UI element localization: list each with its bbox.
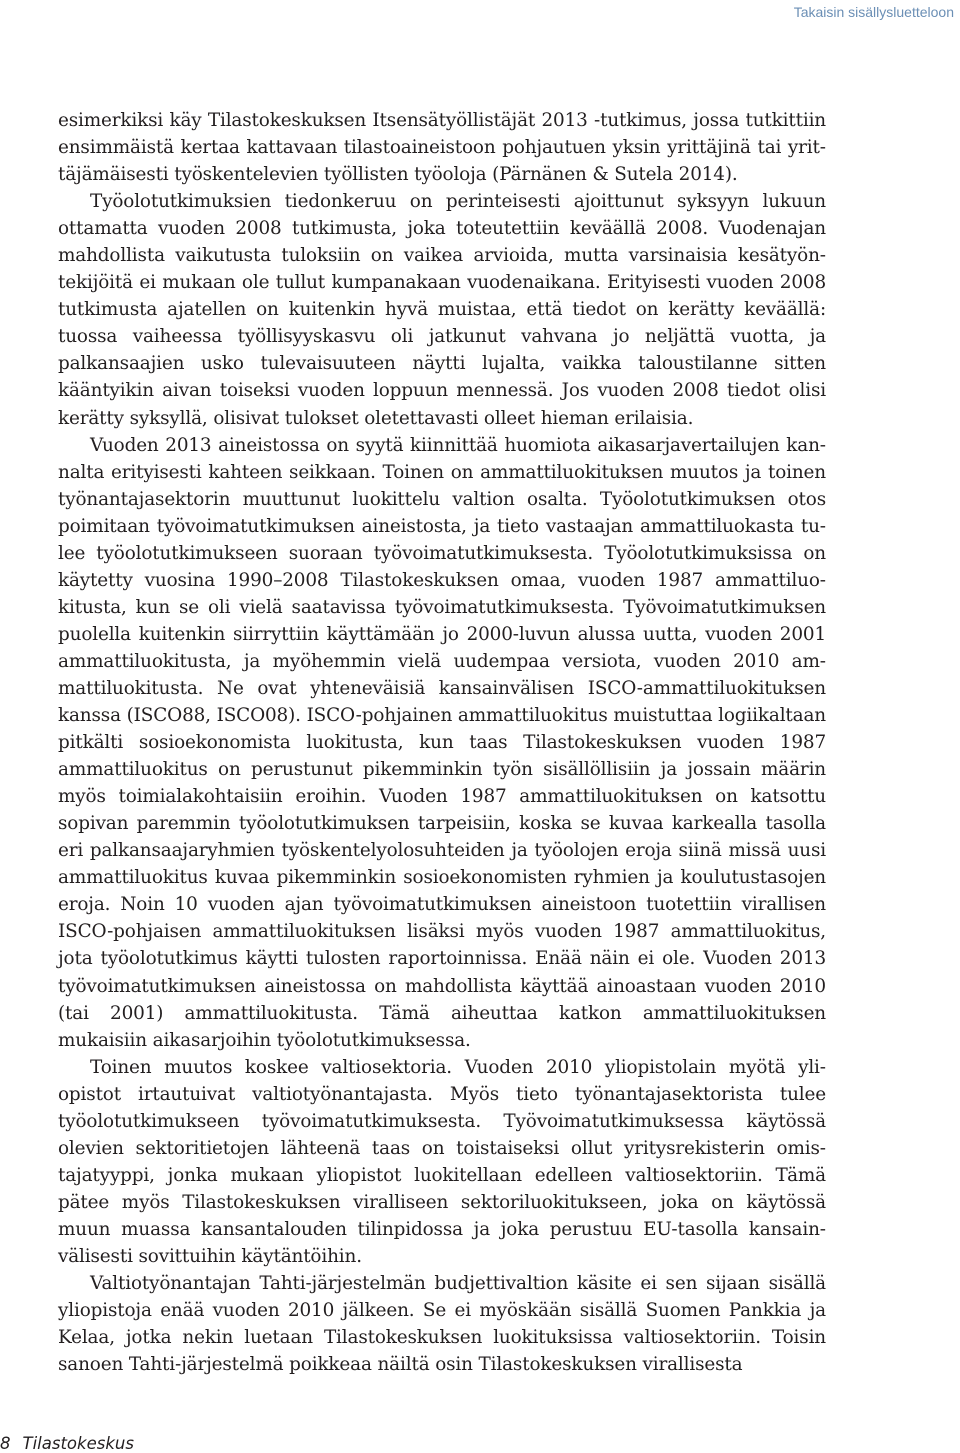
back-to-toc-link[interactable]: Takaisin sisällysluetteloon (793, 4, 954, 20)
paragraph-1: esimerkiksi käy Tilastokeskuksen Itsensätyöllistäjät 2013 -tutkimus, jossa tutkittiin ensimmäistä kertaa kattavaan tilastoaineistoon pohjautuen yksin yrittäjinä tai yrittäjämäisesti työskentelevien työllisten työoloja (Pärnänen & Sutela 2014). (58, 110, 826, 186)
paragraph-3: Vuoden 2013 aineistossa on syytä kiinnittää huomiota aikasarjavertailujen kannalta erityisesti kahteen seikkaan. Toinen on ammattiluokituksen muutos ja toinen työnantajasektorin muuttunut luokittelu valtion osalta. Työolotutkimuksen otos poimitaan työvoimatutkimuksen aineistosta, ja tieto vastaajan ammattiluokasta tulee työolotutkimukseen suoraan työvoimatutkimuksesta. Työolotutkimuksissa on käytetty vuosina 1990–2008 Tilastokeskuksen omaa, vuoden 1987 ammattiluokitusta, kun se oli vielä saatavissa työvoimatutkimuksesta. Työvoimatutkimuksen puolella kuitenkin siirryttiin käyttämään jo 2000-luvun alussa uutta, vuoden 2001 ammattiluokitusta, ja myöhemmin vielä uudempaa versiota, vuoden 2010 ammattiluokitusta. Ne ovat yhteneväisiä kansainvälisen ISCO-ammattiluokituksen kanssa (ISCO88, ISCO08). ISCO-pohjainen ammattiluokitus muistuttaa logiikaltaan pitkälti sosioekonomista luokitusta, kun taas Tilastokeskuksen vuoden 1987 ammattiluokitus on perustunut pikemminkin työn sisällöllisiin ja jossain määrin myös toimialakohtaisiin eroihin. Vuoden 1987 ammattiluokituksen on katsottu sopivan paremmin työolotutkimuksen tarpeisiin, koska se kuvaa karkealla tasolla eri palkansaajaryhmien työskentelyolosuhteiden ja työolojen eroja siinä missä uusi ammattiluokitus kuvaa pikemminkin sosioekonomisten ryhmien ja koulutustasojen eroja. Noin 10 vuoden ajan työvoimatutkimuksen aineistoon tuotettiin virallisen ISCO-pohjaisen ammattiluokituksen lisäksi myös vuoden 1987 ammattiluokitus, jota työolotutkimus käytti tulosten raportoinnissa. Enää näin ei ole. Vuoden 2013 työvoimatutkimuksen aineistossa on mahdollista käyttää ainoastaan vuoden 2010 (tai 2001) ammattiluokitusta. Tämä aiheuttaa katkon ammattiluokituksen mukaisiin aikasarjoihin työolotutkimuksessa. (58, 434, 826, 1051)
paragraph-4: Toinen muutos koskee valtiosektoria. Vuoden 2010 yliopistolain myötä yliopistot irtautuivat valtiotyönantajasta. Myös tieto työnantajasektorista tulee työolotutkimukseen työvoimatutkimuksesta. Työvoimatutkimuksessa käytössä olevien sektoritietojen lähteenä taas on toistaiseksi ollut yritysrekisterin omistajatyyppi, jonka mukaan yliopistot luokitellaan edelleen valtiosektoriin. Tämä pätee myös Tilastokeskuksen viralliseen sektoriluokitukseen, joka on käytössä muun muassa kansantalouden tilinpidossa ja joka perustuu EU-tasolla kansainvälisesti sovittuihin käytäntöihin. (58, 1056, 826, 1267)
paragraph-5: Valtiotyönantajan Tahti-järjestelmän budjettivaltion käsite ei sen sijaan sisällä yliopistoja enää vuoden 2010 jälkeen. Se ei myöskään sisällä Suomen Pankkia ja Kelaa, jotka nekin luetaan Tilastokeskuksen luokituksissa valtiosektoriin. Toisin sanoen Tahti-järjestelmä poikkeaa näiltä osin Tilastokeskuksen virallisesta (58, 1273, 826, 1376)
body-text (58, 107, 826, 1378)
paragraph-2: Työolotutkimuksien tiedonkeruu on perinteisesti ajoittunut syksyyn lukuun ottamatta vuoden 2008 tutkimusta, joka toteutettiin keväällä 2008. Vuodenajan mahdollista vaikutusta tuloksiin on vaikea arvioida, mutta varsinaisia kesätyöntekijöitä ei mukaan ole tullut kumpanakaan vuodenaikana. Erityisesti vuoden 2008 tutkimusta ajatellen on kuitenkin hyvä muistaa, että tiedot on kerätty keväällä: tuossa vaiheessa työllisyyskasvu oli jatkunut vahvana jo neljättä vuotta, ja palkansaajien usko tulevaisuuteen näytti lujalta, vaikka taloustilanne sitten kääntyikin aivan toiseksi vuoden loppuun mennessä. Jos vuoden 2008 tiedot olisi kerätty syksyllä, olisivat tulokset oletettavasti olleet hieman erilaisia. (58, 191, 826, 429)
page-number: 8 (0, 1434, 11, 1453)
page-footer (0, 1434, 134, 1453)
publisher-name: Tilastokeskus (22, 1434, 134, 1453)
